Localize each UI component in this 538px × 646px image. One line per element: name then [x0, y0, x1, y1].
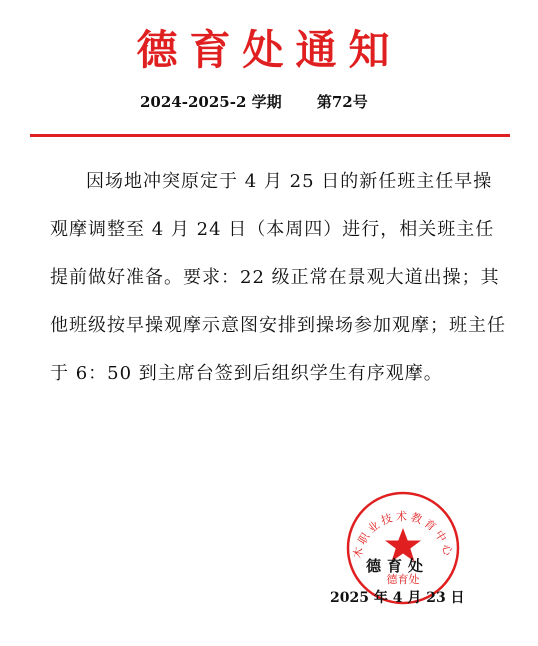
issue-date: 2025 年 4 月 23 日 [330, 590, 465, 606]
issue-line [140, 92, 368, 112]
notice-title: 德育处通知 [136, 26, 402, 74]
signer: 德育处 [366, 557, 430, 575]
seal-ring-text: 木职业技术教育中心 [350, 510, 456, 560]
notice-body: 因场地冲突原定于 4 月 25 日的新任班主任早操观摩调整至 4 月 24 日（本周四）进行，相关班主任提前做好准备。要求：22 级正常在景观大道出操；其他班级按早操观摩示意图安排到操场参加观摩；班主任于 6：50 到主席台签到后组织学生有序观摩。 [50, 171, 506, 384]
red-divider [30, 134, 510, 137]
term-label: 2024-2025-2 学期 [140, 93, 282, 111]
issue-number: 第72号 [316, 93, 368, 111]
seal-center-text: 德育处 [386, 573, 420, 586]
